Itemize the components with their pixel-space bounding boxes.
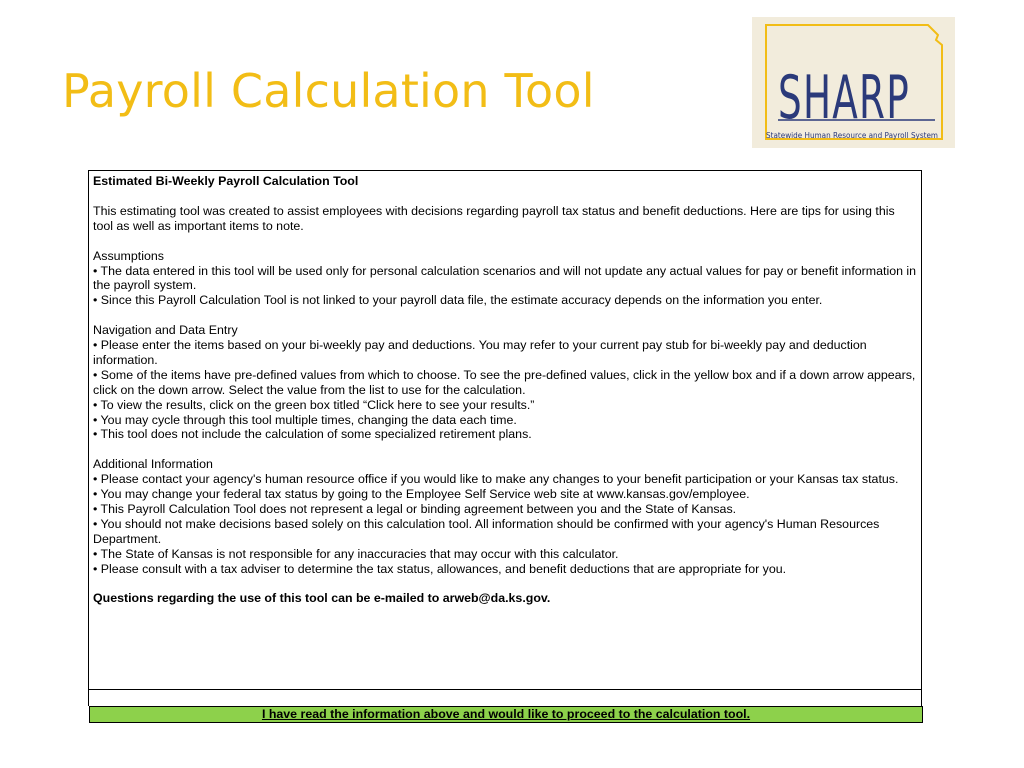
list-item: • This Payroll Calculation Tool does not represent a legal or binding agreement between you and the State of Kansas.	[93, 501, 737, 516]
navigation-section	[93, 323, 917, 442]
list-item: • To view the results, click on the green box titled “Click here to see your results.”	[93, 397, 535, 412]
section-heading: Additional Information	[93, 457, 213, 472]
list-item: • Please contact your agency's human resource office if you would like to make any changes to your benefit participation or your Kansas tax status.	[93, 472, 899, 487]
list-item: • Since this Payroll Calculation Tool is not linked to your payroll data file, the estimate accuracy depends on the information you enter.	[93, 293, 823, 308]
list-item: • The State of Kansas is not responsible for any inaccuracies that may occur with this calculator.	[93, 546, 619, 561]
list-item: • Please consult with a tax adviser to determine the tax status, allowances, and benefit deductions that are appropriate for you.	[93, 561, 787, 576]
panel-title: Estimated Bi-Weekly Payroll Calculation Tool	[93, 174, 359, 188]
proceed-to-calculation-button[interactable]: I have read the information above and would like to proceed to the calculation tool.	[89, 706, 923, 723]
intro-text: This estimating tool was created to assist employees with decisions regarding payroll tax status and benefit deductions. Here are tips for using this tool as well as important items to note.	[93, 203, 895, 233]
sharp-logo-wordmark: SHARP	[778, 63, 910, 133]
section-heading: Assumptions	[93, 248, 164, 263]
spacer-row	[88, 690, 922, 706]
assumptions-section	[93, 249, 917, 309]
list-item: • This tool does not include the calculation of some specialized retirement plans.	[93, 427, 532, 442]
contact-email-text: Questions regarding the use of this tool can be e-mailed to arweb@da.ks.gov.	[93, 591, 551, 606]
list-item: • You should not make decisions based solely on this calculation tool. All information should be confirmed with your agency's Human Resources Department.	[93, 516, 880, 546]
list-item: • You may change your federal tax status by going to the Employee Self Service web site at www.kansas.gov/employee.	[93, 487, 750, 502]
list-item: • You may cycle through this tool multiple times, changing the data each time.	[93, 412, 517, 427]
section-heading: Navigation and Data Entry	[93, 323, 238, 338]
sharp-logo-graphic	[752, 17, 955, 148]
sharp-logo-tagline: Statewide Human Resource and Payroll System	[766, 131, 938, 140]
sharp-logo	[752, 17, 955, 148]
list-item: • Some of the items have pre-defined values from which to choose. To see the pre-defined values, click in the yellow box and if a down arrow appears, click on the down arrow. Select the value from the list to use for the calculation.	[93, 367, 916, 397]
list-item: • Please enter the items based on your bi-weekly pay and deductions. You may refer to your current pay stub for bi-weekly pay and deduction information.	[93, 338, 867, 367]
instructions-panel	[88, 170, 922, 690]
additional-info-section	[93, 457, 917, 576]
slide-title: Payroll Calculation Tool	[62, 64, 595, 118]
list-item: • The data entered in this tool will be used only for personal calculation scenarios and will not update any actual values for pay or benefit information in the payroll system.	[93, 263, 917, 293]
